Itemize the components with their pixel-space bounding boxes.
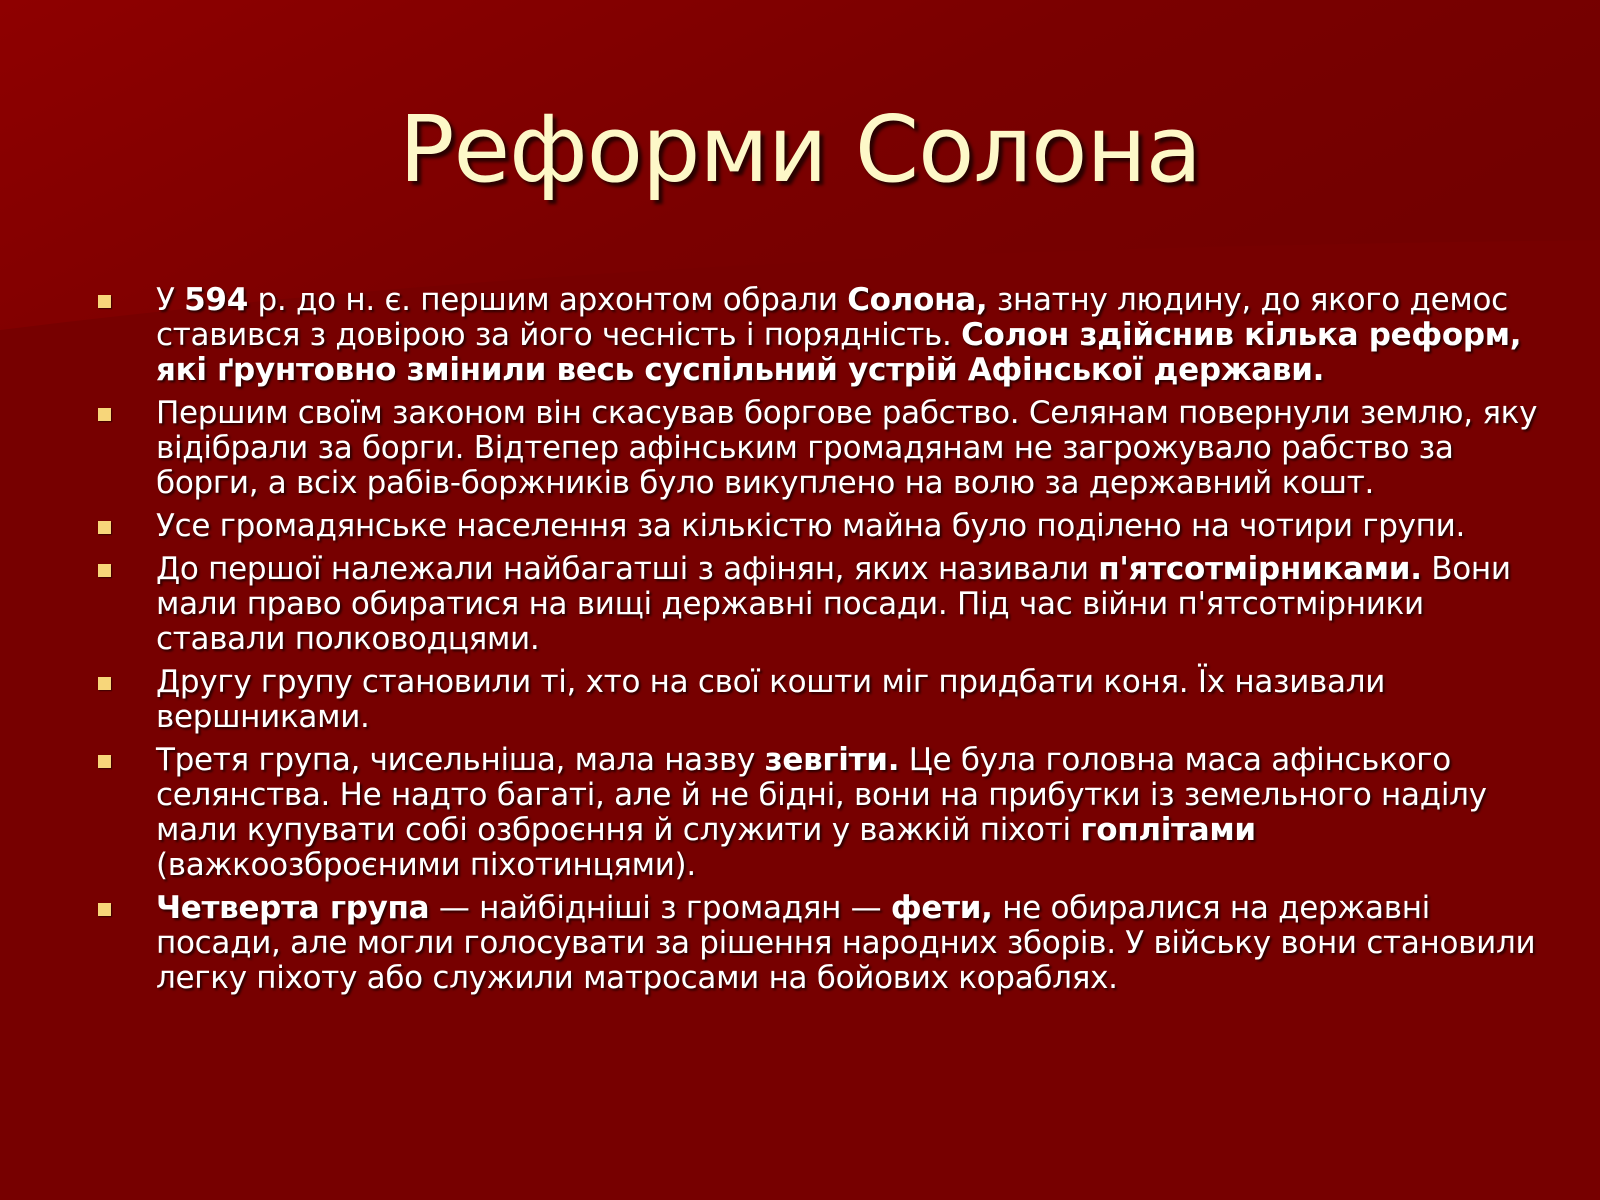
bullet-text: р. до н. є. першим архонтом обрали (247, 282, 848, 318)
bullet-text: Вони мали право обиратися на вищі державні посади. Під час війни п'ятсотмірники ставали полководцями. (156, 551, 1511, 657)
bullet-item (98, 743, 1538, 883)
bullet-item (98, 665, 1538, 735)
bullet-text: Це була головна маса афінського селянства. Не надто багаті, але й не бідні, вони на прибутки із земельного наділу мали купувати собі озброєння й служити у важкій піхоті (156, 742, 1487, 848)
square-bullet-icon (98, 521, 111, 534)
bullet-text: (важкоозброєними піхотинцями). (156, 847, 696, 883)
bullet-item (98, 396, 1538, 501)
bullet-bold-text: гоплітами (1080, 812, 1256, 848)
bullet-item (98, 891, 1538, 996)
bullet-bold-text: 594 (184, 282, 248, 318)
square-bullet-icon (98, 564, 111, 577)
bullet-bold-text: п'ятсотмірниками. (1098, 551, 1422, 587)
bullet-text: У (156, 282, 185, 318)
bullet-text: Другу групу становили ті, хто на свої кошти міг придбати коня. Їх називали вершниками. (156, 664, 1386, 735)
bullet-item (98, 283, 1538, 388)
bullet-item (98, 552, 1538, 657)
bullet-bold-text: Четверта група (156, 890, 430, 926)
square-bullet-icon (98, 903, 111, 916)
square-bullet-icon (98, 755, 111, 768)
bullet-list (98, 283, 1538, 1004)
square-bullet-icon (98, 677, 111, 690)
bullet-text: — найбідніші з громадян — (429, 890, 891, 926)
bullet-text: До першої належали найбагатші з афінян, яких називали (156, 551, 1099, 587)
bullet-text: Третя група, чисельніша, мала назву (156, 742, 765, 778)
bullet-bold-text: зевгіти. (764, 742, 900, 778)
square-bullet-icon (98, 295, 111, 308)
bullet-text: Усе громадянське населення за кількістю майна було поділено на чотири групи. (156, 508, 1466, 544)
bullet-bold-text: Солона, (847, 282, 988, 318)
bullet-bold-text: Солон здійснив кілька реформ, які ґрунтовно змінили весь суспільний устрій Афінської держави. (156, 317, 1522, 388)
square-bullet-icon (98, 408, 111, 421)
bullet-bold-text: фети, (890, 890, 993, 926)
bullet-text: не обиралися на державні посади, але могли голосувати за рішення народних зборів. У війську вони становили легку піхоту або служили матросами на бойових кораблях. (156, 890, 1536, 996)
slide-title: Реформи Солона (398, 96, 1201, 203)
bullet-text: Першим своїм законом він скасував боргове рабство. Селянам повернули землю, яку відібрали за борги. Відтепер афінським громадянам не загрожувало рабство за борги, а всіх рабів-боржників було викуплено на волю за державний кошт. (156, 395, 1538, 501)
bullet-text: знатну людину, до якого демос ставився з довірою за його чесність і порядність. (156, 282, 1508, 353)
bullet-item (98, 509, 1538, 544)
